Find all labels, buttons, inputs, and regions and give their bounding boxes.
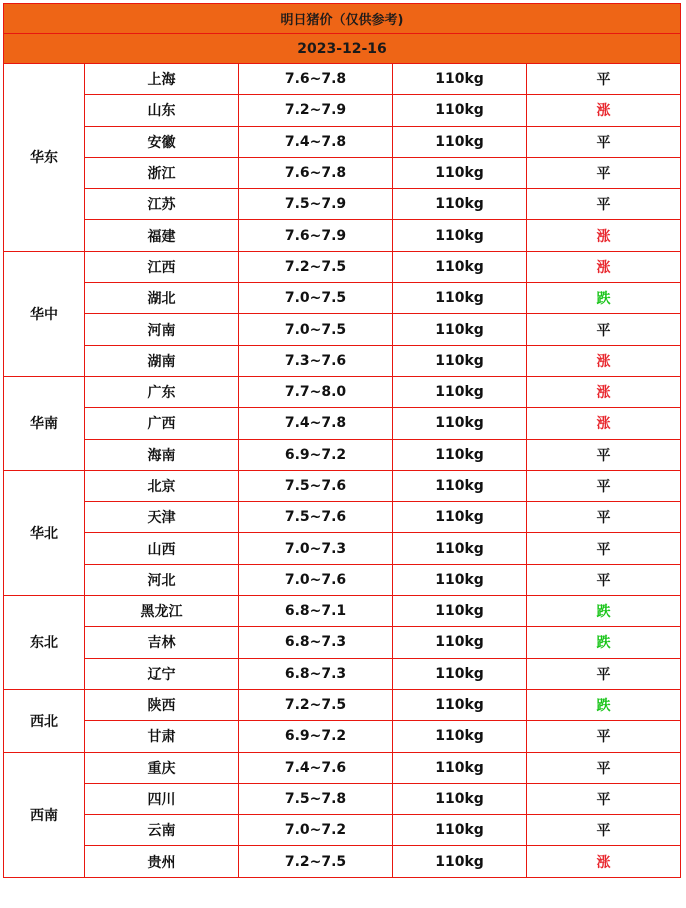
pig-price-table [3,3,681,878]
table-row [4,283,681,314]
table-row [4,564,681,595]
trend-indicator: 平 [527,564,681,595]
table-row [4,689,681,720]
weight-value: 110kg [393,64,527,95]
province-name: 安徽 [85,126,239,157]
price-range: 7.2~7.5 [239,689,393,720]
weight-value: 110kg [393,564,527,595]
weight-value: 110kg [393,627,527,658]
title-row [4,4,681,34]
weight-value: 110kg [393,126,527,157]
region-name: 华东 [4,64,85,252]
province-name: 辽宁 [85,658,239,689]
trend-indicator: 涨 [527,846,681,877]
weight-value: 110kg [393,783,527,814]
table-row [4,439,681,470]
table-row [4,345,681,376]
province-name: 贵州 [85,846,239,877]
trend-indicator: 涨 [527,376,681,407]
table-row [4,251,681,282]
price-range: 7.0~7.5 [239,283,393,314]
province-name: 湖北 [85,283,239,314]
price-range: 7.0~7.5 [239,314,393,345]
province-name: 江苏 [85,189,239,220]
table-title: 明日猪价（仅供参考) [4,4,681,34]
weight-value: 110kg [393,470,527,501]
province-name: 福建 [85,220,239,251]
region-name: 东北 [4,596,85,690]
price-range: 7.0~7.3 [239,533,393,564]
price-range: 6.9~7.2 [239,721,393,752]
province-name: 河北 [85,564,239,595]
trend-indicator: 平 [527,439,681,470]
province-name: 云南 [85,815,239,846]
province-name: 吉林 [85,627,239,658]
province-name: 重庆 [85,752,239,783]
weight-value: 110kg [393,283,527,314]
trend-indicator: 涨 [527,345,681,376]
trend-indicator: 平 [527,189,681,220]
trend-indicator: 跌 [527,596,681,627]
trend-indicator: 平 [527,783,681,814]
trend-indicator: 平 [527,126,681,157]
price-range: 7.0~7.2 [239,815,393,846]
trend-indicator: 涨 [527,95,681,126]
province-name: 山西 [85,533,239,564]
trend-indicator: 平 [527,721,681,752]
price-range: 7.6~7.8 [239,64,393,95]
price-range: 7.2~7.5 [239,846,393,877]
region-name: 华中 [4,251,85,376]
province-name: 河南 [85,314,239,345]
trend-indicator: 平 [527,314,681,345]
trend-indicator: 平 [527,815,681,846]
price-range: 7.4~7.8 [239,408,393,439]
price-range: 7.5~7.9 [239,189,393,220]
weight-value: 110kg [393,502,527,533]
weight-value: 110kg [393,314,527,345]
table-row [4,658,681,689]
price-range: 7.0~7.6 [239,564,393,595]
table-row [4,596,681,627]
table-row [4,408,681,439]
table-row [4,95,681,126]
price-range: 6.8~7.1 [239,596,393,627]
trend-indicator: 平 [527,502,681,533]
price-range: 7.4~7.8 [239,126,393,157]
weight-value: 110kg [393,95,527,126]
region-name: 华北 [4,470,85,595]
table-row [4,721,681,752]
weight-value: 110kg [393,752,527,783]
trend-indicator: 涨 [527,408,681,439]
region-name: 华南 [4,376,85,470]
table-row [4,470,681,501]
trend-indicator: 平 [527,157,681,188]
province-name: 广西 [85,408,239,439]
table-body [4,4,681,878]
table-row [4,157,681,188]
table-row [4,846,681,877]
trend-indicator: 涨 [527,251,681,282]
region-name: 西北 [4,689,85,752]
weight-value: 110kg [393,689,527,720]
weight-value: 110kg [393,596,527,627]
table-row [4,502,681,533]
table-row [4,627,681,658]
weight-value: 110kg [393,846,527,877]
price-range: 7.7~8.0 [239,376,393,407]
price-range: 6.8~7.3 [239,658,393,689]
table-row [4,220,681,251]
table-row [4,189,681,220]
province-name: 海南 [85,439,239,470]
weight-value: 110kg [393,220,527,251]
province-name: 浙江 [85,157,239,188]
weight-value: 110kg [393,408,527,439]
table-date: 2023-12-16 [4,34,681,64]
weight-value: 110kg [393,815,527,846]
weight-value: 110kg [393,376,527,407]
weight-value: 110kg [393,157,527,188]
province-name: 陕西 [85,689,239,720]
table-row [4,64,681,95]
table-row [4,314,681,345]
trend-indicator: 平 [527,64,681,95]
price-range: 7.2~7.9 [239,95,393,126]
province-name: 天津 [85,502,239,533]
trend-indicator: 平 [527,533,681,564]
trend-indicator: 平 [527,658,681,689]
trend-indicator: 跌 [527,689,681,720]
trend-indicator: 跌 [527,627,681,658]
price-range: 7.5~7.8 [239,783,393,814]
region-name: 西南 [4,752,85,877]
price-range: 7.5~7.6 [239,470,393,501]
province-name: 江西 [85,251,239,282]
province-name: 甘肃 [85,721,239,752]
province-name: 北京 [85,470,239,501]
price-range: 7.6~7.9 [239,220,393,251]
table-row [4,815,681,846]
table-row [4,752,681,783]
weight-value: 110kg [393,533,527,564]
price-range: 7.3~7.6 [239,345,393,376]
weight-value: 110kg [393,251,527,282]
price-range: 6.9~7.2 [239,439,393,470]
trend-indicator: 涨 [527,220,681,251]
province-name: 黑龙江 [85,596,239,627]
province-name: 湖南 [85,345,239,376]
price-range: 7.5~7.6 [239,502,393,533]
trend-indicator: 平 [527,470,681,501]
table-row [4,783,681,814]
price-range: 7.6~7.8 [239,157,393,188]
weight-value: 110kg [393,345,527,376]
table-row [4,126,681,157]
weight-value: 110kg [393,189,527,220]
province-name: 四川 [85,783,239,814]
weight-value: 110kg [393,658,527,689]
price-range: 7.4~7.6 [239,752,393,783]
table-row [4,533,681,564]
price-range: 6.8~7.3 [239,627,393,658]
price-range: 7.2~7.5 [239,251,393,282]
weight-value: 110kg [393,721,527,752]
province-name: 广东 [85,376,239,407]
weight-value: 110kg [393,439,527,470]
table-row [4,376,681,407]
province-name: 山东 [85,95,239,126]
province-name: 上海 [85,64,239,95]
date-row [4,34,681,64]
trend-indicator: 跌 [527,283,681,314]
trend-indicator: 平 [527,752,681,783]
